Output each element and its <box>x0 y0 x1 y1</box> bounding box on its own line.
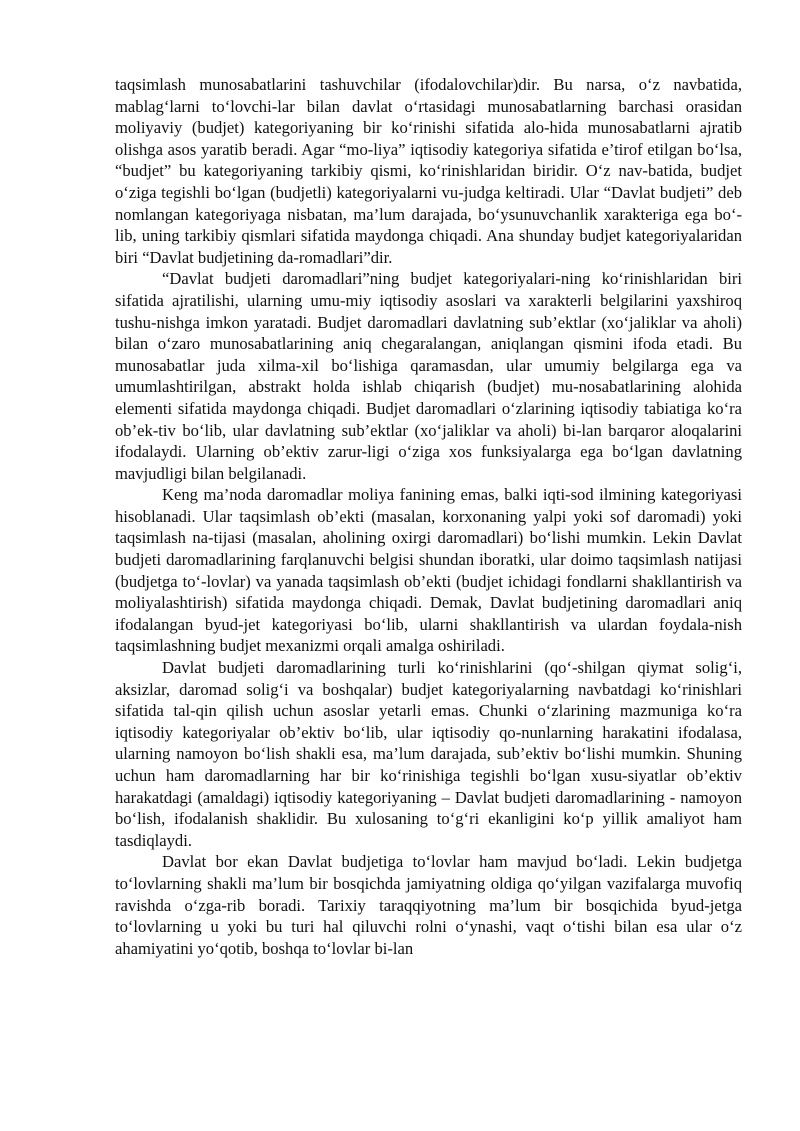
paragraph-continuation: taqsimlash munosabatlarini tashuvchilar (ifodalovchilar)dir. Bu narsa, o‘z navbatida, mablag‘larni to‘lovchi-lar bilan davlat o‘rtasidagi munosabatlarning barchasi orasidan moliyaviy (budjet) kategoriyaning bir ko‘rinishi sifatida alo-hida munosabatlarni ajratib olishga asos yaratib beradi. Agar “mo-liya” iqtisodiy kategoriya sifatida e’tirof etilgan bo‘lsa, “budjet” bu kategoriyaning tarkibiy qismi, ko‘rinishlaridan biridir. O‘z nav-batida, budjet o‘ziga tegishli bo‘lgan (budjetli) kategoriyalarni vu-judga keltiradi. Ular “Davlat budjeti” deb nomlangan kategoriyaga nisbatan, ma’lum darajada, bo‘ysunuvchanlik xarakteriga ega bo‘-lib, uning tarkibiy qismlari sifatida maydonga chiqadi. Ana shunday budjet kategoriyalaridan biri “Davlat budjetining da-romadlari”dir. <box>115 75 742 267</box>
paragraph-income-broad-meaning: Keng ma’noda daromadlar moliya fanining emas, balki iqti-sod ilmining kategoriyasi hisoblanadi. Ular taqsimlash ob’ekti (masalan, korxonaning yalpi yoki sof daromadi) yoki taqsimlash na-tijasi (masalan, aholining oxirgi daromadlari) bo‘lishi mumkin. Lekin Davlat budjeti daromadlarining farqlanuvchi belgisi shundan iboratki, ular doimo taqsimlash natijasi (budjetga to‘-lovlar) va yanada taqsimlash ob’ekti (budjet ichidagi fondlarni shakllantirish va moliyalashtirish) sifatida maydonga chiqadi. Demak, Davlat budjetining daromadlari aniq ifodalangan byud-jet kategoriyasi bo‘lib, ularni shakllantirish va ulardan foydala-nish taqsimlashning budjet mexanizmi orqali amalga oshiriladi. <box>115 485 742 656</box>
paragraph-budget-revenue-categories: “Davlat budjeti daromadlari”ning budjet kategoriyalari-ning ko‘rinishlaridan biri sifatida ajratilishi, ularning umu-miy iqtisodiy asoslari va xarakterli belgilarini yaxshiroq tushu-nishga imkon yaratadi. Budjet daromadlari davlatning sub’ektlar (xo‘jaliklar va aholi) bilan o‘zaro munosabatlarining aniq chegaralangan, aniqlangan qismini ifoda etadi. Bu munosabatlar juda xilma-xil bo‘lishiga qaramasdan, ular umumiy belgilarga ega va umumlashtirilgan, abstrakt holda ishlab chiqarish (budjet) mu-nosabatlarining alohida elementi sifatida maydonga chiqadi. Budjet daromadlari o‘zlarining iqtisodiy tabiatiga ko‘ra ob’ek-tiv bo‘lib, ular davlatning sub’ektlar (xo‘jaliklar va aholi) bi-lan barqaror aloqalarini ifodalaydi. Ularning ob’ektiv zarur-ligi o‘ziga xos funksiyalarga ega bo‘lgan davlatning mavjudligi bilan belgilanadi. <box>115 269 742 483</box>
document-body <box>115 74 742 959</box>
paragraph-budget-payments: Davlat bor ekan Davlat budjetiga to‘lovlar ham mavjud bo‘ladi. Lekin budjetga to‘lovlarning shakli ma’lum bir bosqichda jamiyatning oldiga qo‘yilgan vazifalarga muvofiq ravishda o‘zga-rib boradi. Tarixiy taraqqiyotning ma’lum bir bosqichida byud-jetga to‘lovlarning u yoki bu turi hal qiluvchi rolni o‘ynashi, vaqt o‘tishi bilan esa ular o‘z ahamiyatini yo‘qotib, boshqa to‘lovlar bi-lan <box>115 852 742 958</box>
paragraph-revenue-types: Davlat budjeti daromadlarining turli ko‘rinishlarini (qo‘-shilgan qiymat solig‘i, aksizlar, daromad solig‘i va boshqalar) budjet kategoriyalarning navbatdagi ko‘rinishlari sifatida tal-qin qilish uchun asoslar yetarli emas. Chunki o‘zlarining mazmuniga ko‘ra iqtisodiy kategoriyalar ob’ektiv bo‘lib, ular iqtisodiy qo-nunlarning harakatini ifodalasa, ularning namoyon bo‘lish shakli esa, ma’lum darajada, sub’ektiv bo‘lishi mumkin. Shuning uchun ham daromadlarning har bir ko‘rinishiga tegishli bo‘lgan xusu-siyatlar ob’ektiv harakatdagi (amaldagi) iqtisodiy kategoriyaning – Davlat budjeti daromadlarining - namoyon bo‘lish, ifodalanish shaklidir. Bu xulosaning to‘g‘ri ekanligini ko‘p yillik amaliyot ham tasdiqlaydi. <box>115 658 742 850</box>
